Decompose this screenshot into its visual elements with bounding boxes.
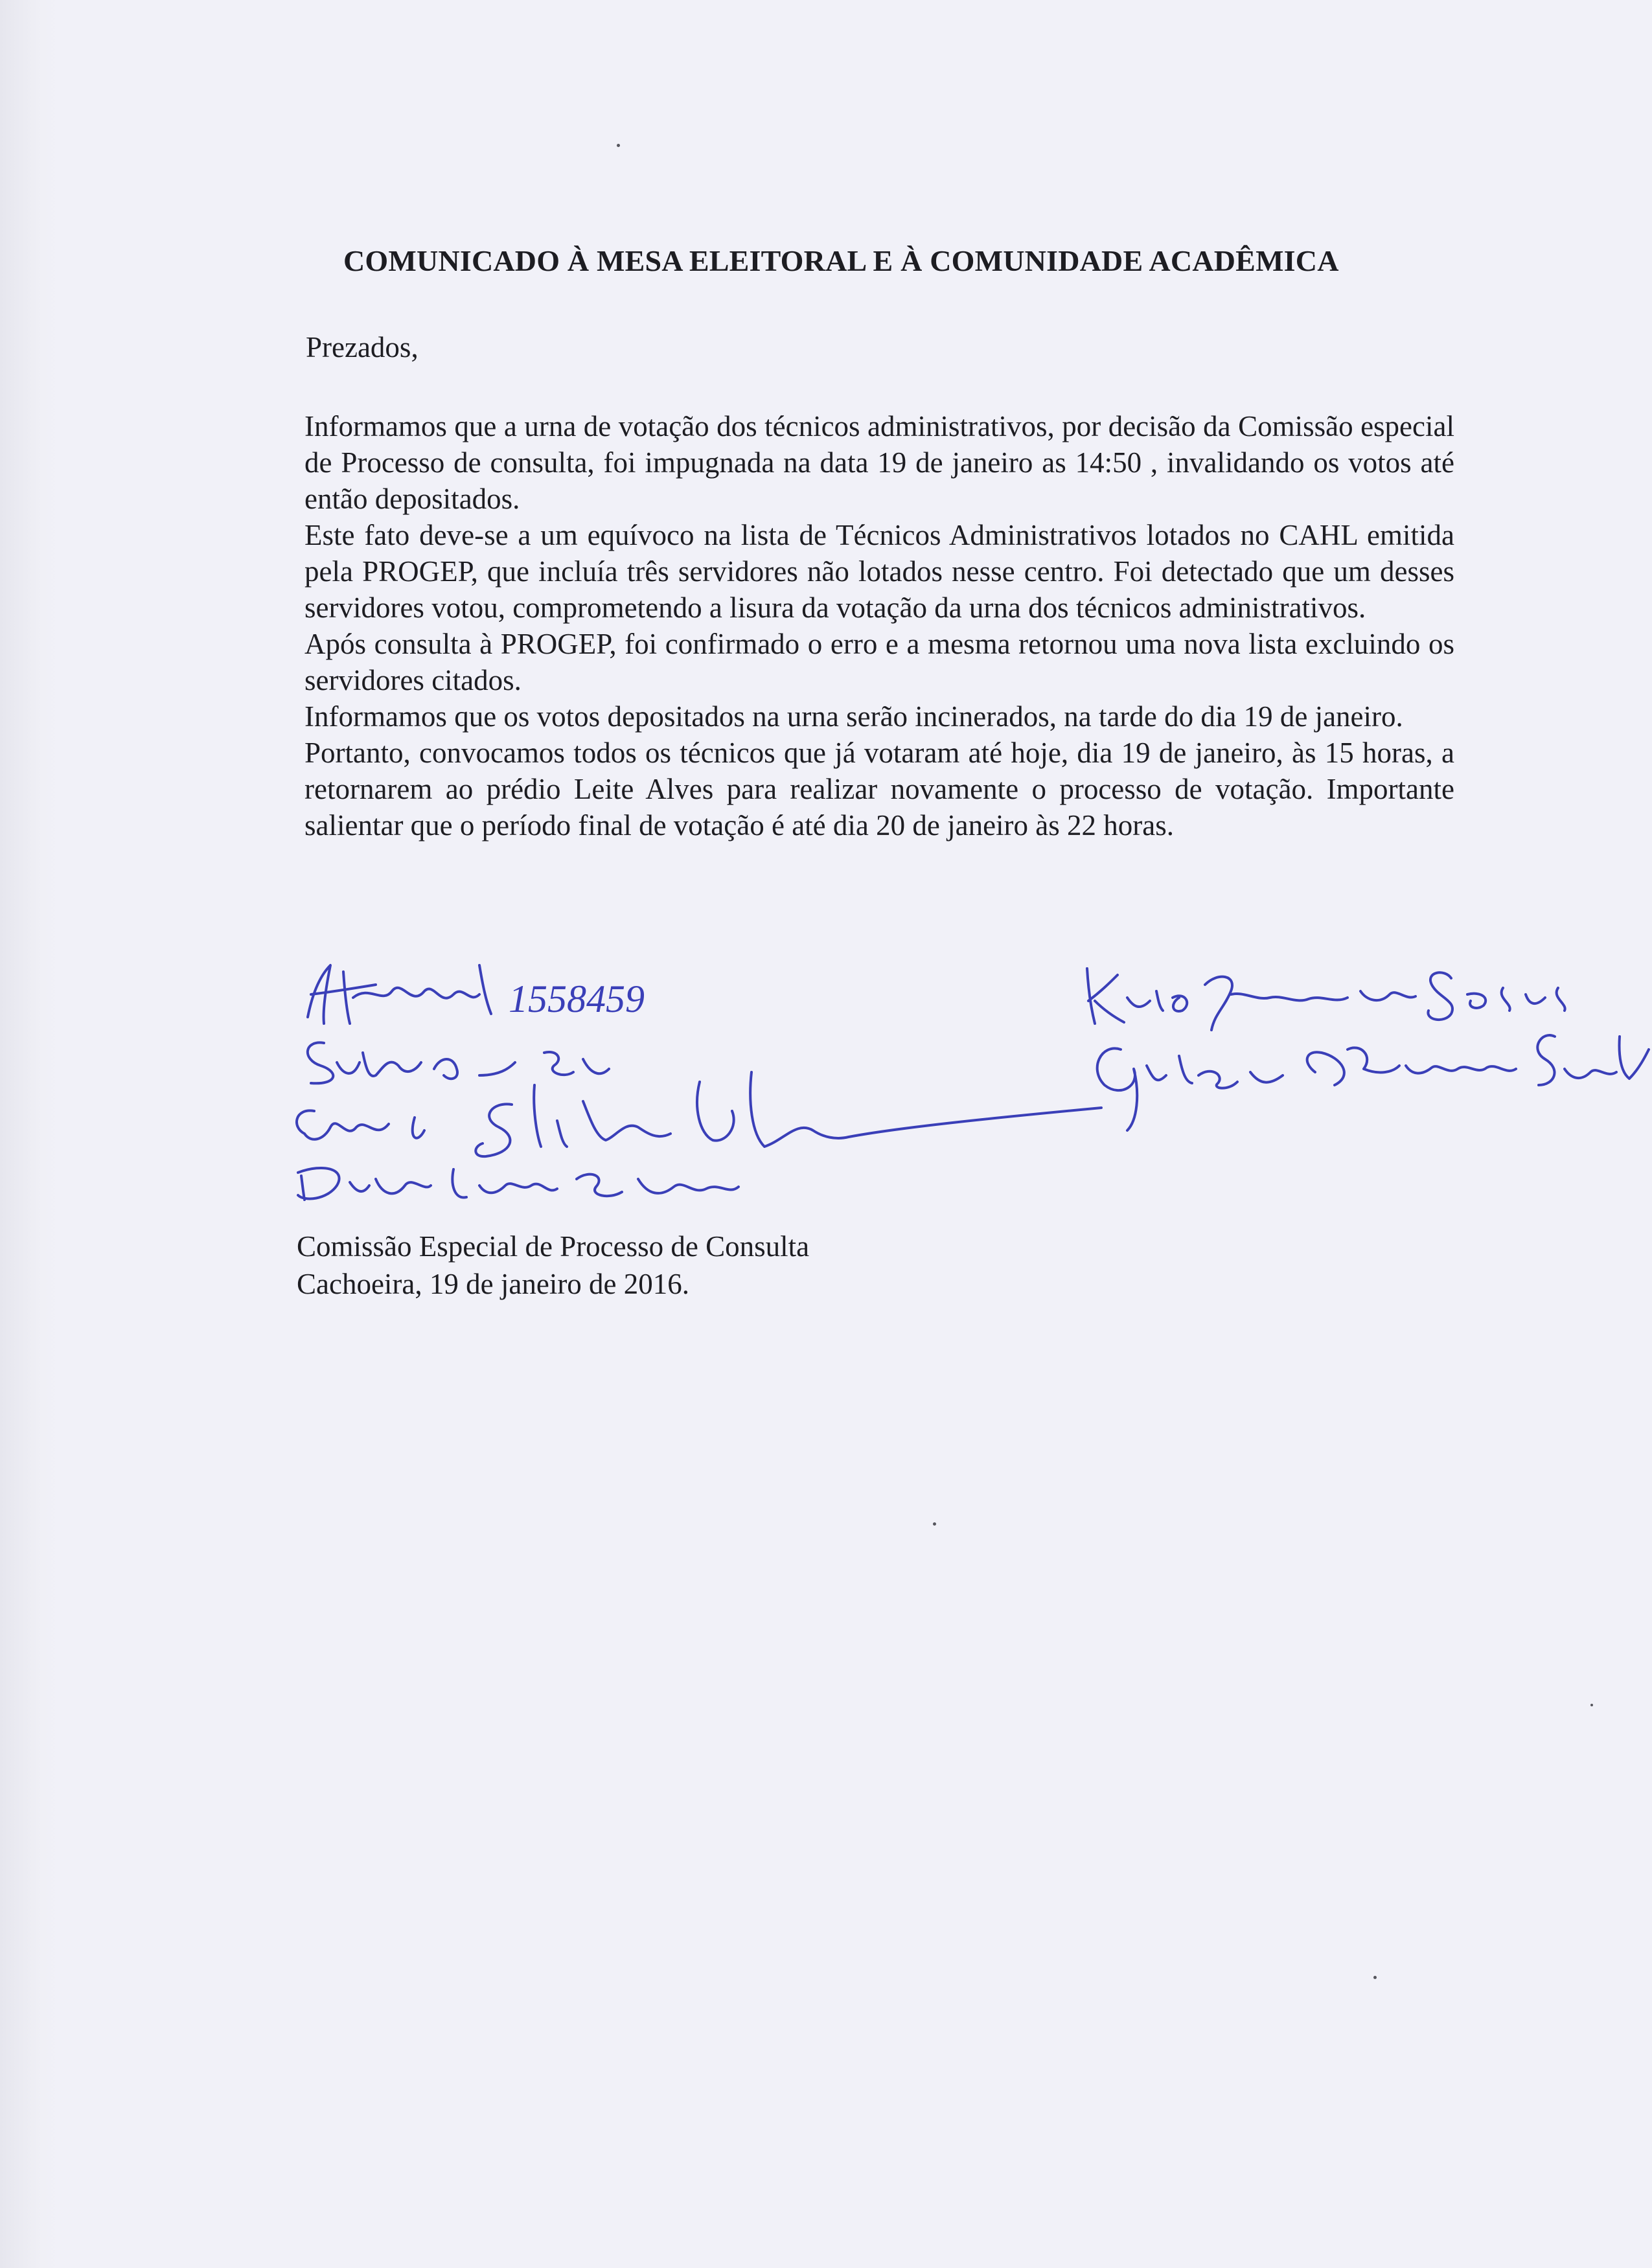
signature-6 <box>1097 1035 1649 1130</box>
signature-4 <box>298 1168 739 1200</box>
place-date: Cachoeira, 19 de janeiro de 2016. <box>297 1268 690 1300</box>
paragraph: Após consulta à PROGEP, foi confirmado o erro e a mesma retornou uma nova lista excluindo os servidores citados. <box>304 628 1454 696</box>
committee-name: Comissão Especial de Processo de Consulta <box>297 1230 810 1263</box>
signature-block <box>285 946 1652 1218</box>
document-title: COMUNICADO À MESA ELEITORAL E À COMUNIDADE ACADÊMICA <box>343 244 1339 277</box>
scan-speck <box>933 1522 936 1526</box>
scan-speck <box>1590 1704 1593 1706</box>
scan-speck <box>617 144 620 147</box>
document-footer <box>297 1228 809 1303</box>
paragraph: Informamos que os votos depositados na urna serão incinerados, na tarde do dia 19 de janeiro. <box>304 700 1403 733</box>
scan-edge <box>0 0 60 2268</box>
document-body <box>304 408 1454 843</box>
paragraph: Este fato deve-se a um equívoco na lista de Técnicos Administrativos lotados no CAHL emitida pela PROGEP, que incluía três servidores não lotados nesse centro. Foi detectado que um desses servidores votou, comprometendo a lisura da votação da urna dos técnicos administrativos. <box>304 519 1454 624</box>
scan-speck <box>1373 1976 1377 1979</box>
signature-3 <box>297 1072 1101 1156</box>
signature-5 <box>1087 968 1565 1030</box>
paragraph: Portanto, convocamos todos os técnicos que já votaram até hoje, dia 19 de janeiro, às 15 horas, a retornarem ao prédio Leite Alves para realizar novamente o processo de votação. Importante salientar que o período final de votação é até dia 20 de janeiro às 22 horas. <box>304 737 1454 842</box>
paragraph: Informamos que a urna de votação dos técnicos administrativos, por decisão da Comissão especial de Processo de consulta, foi impugnada na data 19 de janeiro as 14:50 , invalidando os votos até então depositados. <box>304 410 1454 515</box>
signature-2 <box>308 1042 609 1083</box>
signature-1 <box>308 965 645 1024</box>
signature-1-number: 1558459 <box>509 978 645 1020</box>
greeting: Prezados, <box>306 331 419 363</box>
